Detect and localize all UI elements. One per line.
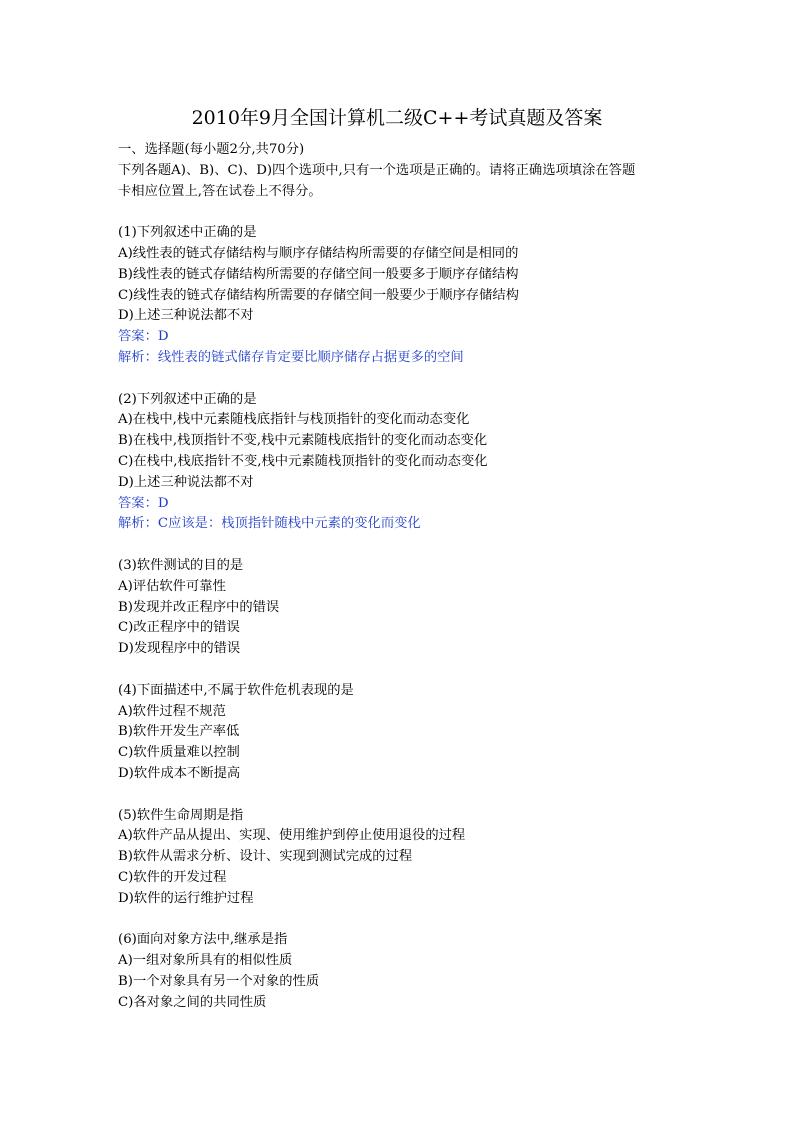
- answer: 答案：D: [118, 495, 169, 511]
- question-1: [118, 223, 678, 369]
- page-title: 2010年9月全国计算机二级C++考试真题及答案: [191, 107, 603, 129]
- answer: 答案：D: [118, 329, 169, 345]
- question-stem: (1)下列叙述中正确的是: [118, 225, 257, 241]
- option-d: D)软件的运行维护过程: [118, 890, 254, 906]
- option-c: C)在栈中,栈底指针不变,栈中元素随栈顶指针的变化而动态变化: [118, 453, 488, 469]
- option-d: D)软件成本不断提高: [118, 765, 241, 781]
- question-5: [118, 806, 678, 910]
- option-c: C)各对象之间的共同性质: [118, 994, 267, 1010]
- question-2: [118, 390, 678, 536]
- option-d: D)上述三种说法都不对: [118, 308, 254, 324]
- option-a: A)软件过程不规范: [118, 703, 226, 719]
- document-body: [118, 140, 678, 1013]
- option-b: B)一个对象具有另一个对象的性质: [118, 973, 320, 989]
- option-c: C)改正程序中的错误: [118, 620, 240, 636]
- option-d: D)发现程序中的错误: [118, 641, 241, 657]
- option-b: B)线性表的链式存储结构所需要的存储空间一般要多于顺序存储结构: [118, 266, 519, 282]
- question-stem: (5)软件生命周期是指: [118, 807, 244, 823]
- question-stem: (3)软件测试的目的是: [118, 557, 244, 573]
- question-3: [118, 556, 678, 660]
- analysis: 解析：线性表的链式储存肯定要比顺序储存占据更多的空间: [118, 349, 464, 365]
- option-a: A)评估软件可靠性: [118, 578, 226, 594]
- question-6: [118, 930, 678, 1013]
- section-heading: 一、选择题(每小题2分,共70分): [118, 142, 305, 157]
- option-d: D)上述三种说法都不对: [118, 474, 254, 490]
- question-stem: (4)下面描述中,不属于软件危机表现的是: [118, 682, 354, 698]
- option-a: A)在栈中,栈中元素随栈底指针与栈顶指针的变化而动态变化: [118, 412, 470, 428]
- question-stem: (2)下列叙述中正确的是: [118, 391, 257, 407]
- question-stem: (6)面向对象方法中,继承是指: [118, 932, 288, 948]
- option-a: A)一组对象所具有的相似性质: [118, 953, 293, 969]
- option-b: B)软件从需求分析、设计、实现到测试完成的过程: [118, 849, 413, 865]
- analysis: 解析：C应该是：栈顶指针随栈中元素的变化而变化: [118, 516, 421, 532]
- option-b: B)发现并改正程序中的错误: [118, 599, 280, 615]
- option-c: C)软件质量难以控制: [118, 745, 240, 761]
- option-b: B)软件开发生产率低: [118, 724, 240, 740]
- instructions-line-2: 卡相应位置上,答在试卷上不得分。: [118, 183, 322, 199]
- option-a: A)线性表的链式存储结构与顺序存储结构所需要的存储空间是相同的: [118, 245, 519, 261]
- question-4: [118, 681, 678, 785]
- option-a: A)软件产品从提出、实现、使用维护到停止使用退役的过程: [118, 828, 466, 844]
- instructions-line-1: 下列各题A)、B)、C)、D)四个选项中,只有一个选项是正确的。请将正确选项填涂在答题: [118, 162, 636, 178]
- option-c: C)软件的开发过程: [118, 869, 227, 885]
- option-b: B)在栈中,栈顶指针不变,栈中元素随栈底指针的变化而动态变化: [118, 433, 488, 449]
- option-c: C)线性表的链式存储结构所需要的存储空间一般要少于顺序存储结构: [118, 287, 519, 303]
